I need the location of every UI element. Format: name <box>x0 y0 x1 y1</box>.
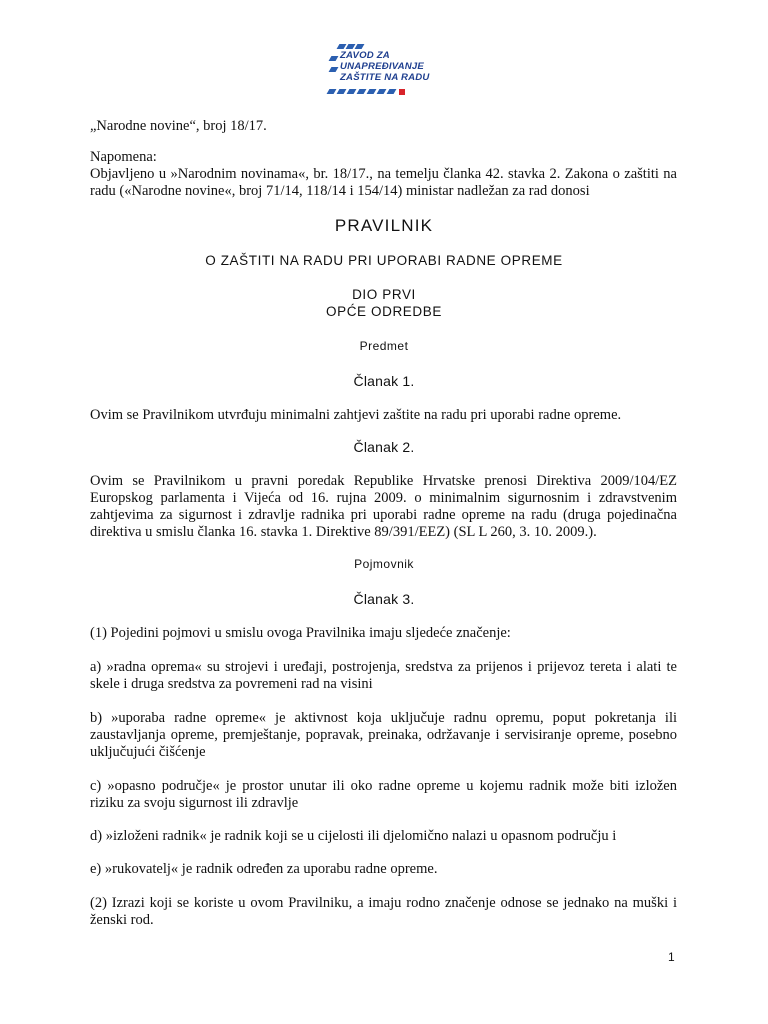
section-pojmovnik: Pojmovnik <box>354 557 414 571</box>
note-text: Objavljeno u »Narodnim novinama«, br. 18/17., na temelju članka 42. stavka 2. Zakona o zaštiti na radu («Narodne novine«, broj 71/14, 118/14 i 154/14) ministar nadležan za rad donosi <box>90 166 677 199</box>
definition-c: c) »opasno područje« je prostor unutar ili oko radne opreme u kojemu radnik može biti izložen riziku za svoju sigurnost ili zdravlje <box>90 778 677 811</box>
document-subtitle: O ZAŠTITI NA RADU PRI UPORABI RADNE OPREME <box>205 253 563 268</box>
article-3-intro: (1) Pojedini pojmovi u smislu ovoga Pravilnika imaju sljedeće značenje: <box>90 625 511 641</box>
definition-e: e) »rukovatelj« je radnik određen za uporabu radne opreme. <box>90 861 438 877</box>
note-label: Napomena: <box>90 149 157 165</box>
part-subheading: OPĆE ODREDBE <box>326 304 442 319</box>
definition-d: d) »izloženi radnik« je radnik koji se u cijelosti ili djelomično nalazi u opasnom području i <box>90 828 617 844</box>
article-1-text: Ovim se Pravilnikom utvrđuju minimalni zahtjevi zaštite na radu pri uporabi radne opreme. <box>90 407 622 423</box>
logo-line-1: ZAVOD ZA <box>340 50 390 61</box>
paragraph-2: (2) Izrazi koji se koriste u ovom Pravilniku, a imaju rodno značenje odnose se jednako na muški i ženski rod. <box>90 895 677 928</box>
definition-a: a) »radna oprema« su strojevi i uređaji, postrojenja, sredstva za prijenos i prijevoz tereta i alati te skele i druga sredstva za povremeni rad na visini <box>90 659 677 692</box>
article-3-heading: Članak 3. <box>353 591 415 607</box>
logo-text <box>340 50 430 83</box>
page-number: 1 <box>668 950 675 964</box>
part-heading: DIO PRVI <box>352 287 416 302</box>
source-reference: „Narodne novine“, broj 18/17. <box>90 118 267 134</box>
section-predmet: Predmet <box>359 339 409 353</box>
logo-line-2: UNAPREĐIVANJE <box>340 61 424 72</box>
article-2-text: Ovim se Pravilnikom u pravni poredak Republike Hrvatske prenosi Direktiva 2009/104/EZ Europskog parlamenta i Vijeća od 16. rujna 2009. o minimalnim sigurnosnim i zdravstvenim zahtjevima za sigurnost i zdravlje radnika pri uporabi radne opreme na radu (druga pojedinačna direktiva u smislu članka 16. stavka 1. Direktive 89/391/EEZ) (SL L 260, 3. 10. 2009.). <box>90 473 677 540</box>
article-1-heading: Članak 1. <box>353 373 415 389</box>
definition-b: b) »uporaba radne opreme« je aktivnost koja uključuje radnu opremu, poput pokretanja ili zaustavljanja opreme, premještanje, popravak, preinaka, održavanje i servisiranje opreme, posebno uključujući čišćenje <box>90 710 677 760</box>
logo-line-3: ZAŠTITE NA RADU <box>340 72 430 83</box>
institute-logo <box>326 42 446 102</box>
article-2-heading: Članak 2. <box>353 439 415 455</box>
document-title: PRAVILNIK <box>334 216 434 235</box>
